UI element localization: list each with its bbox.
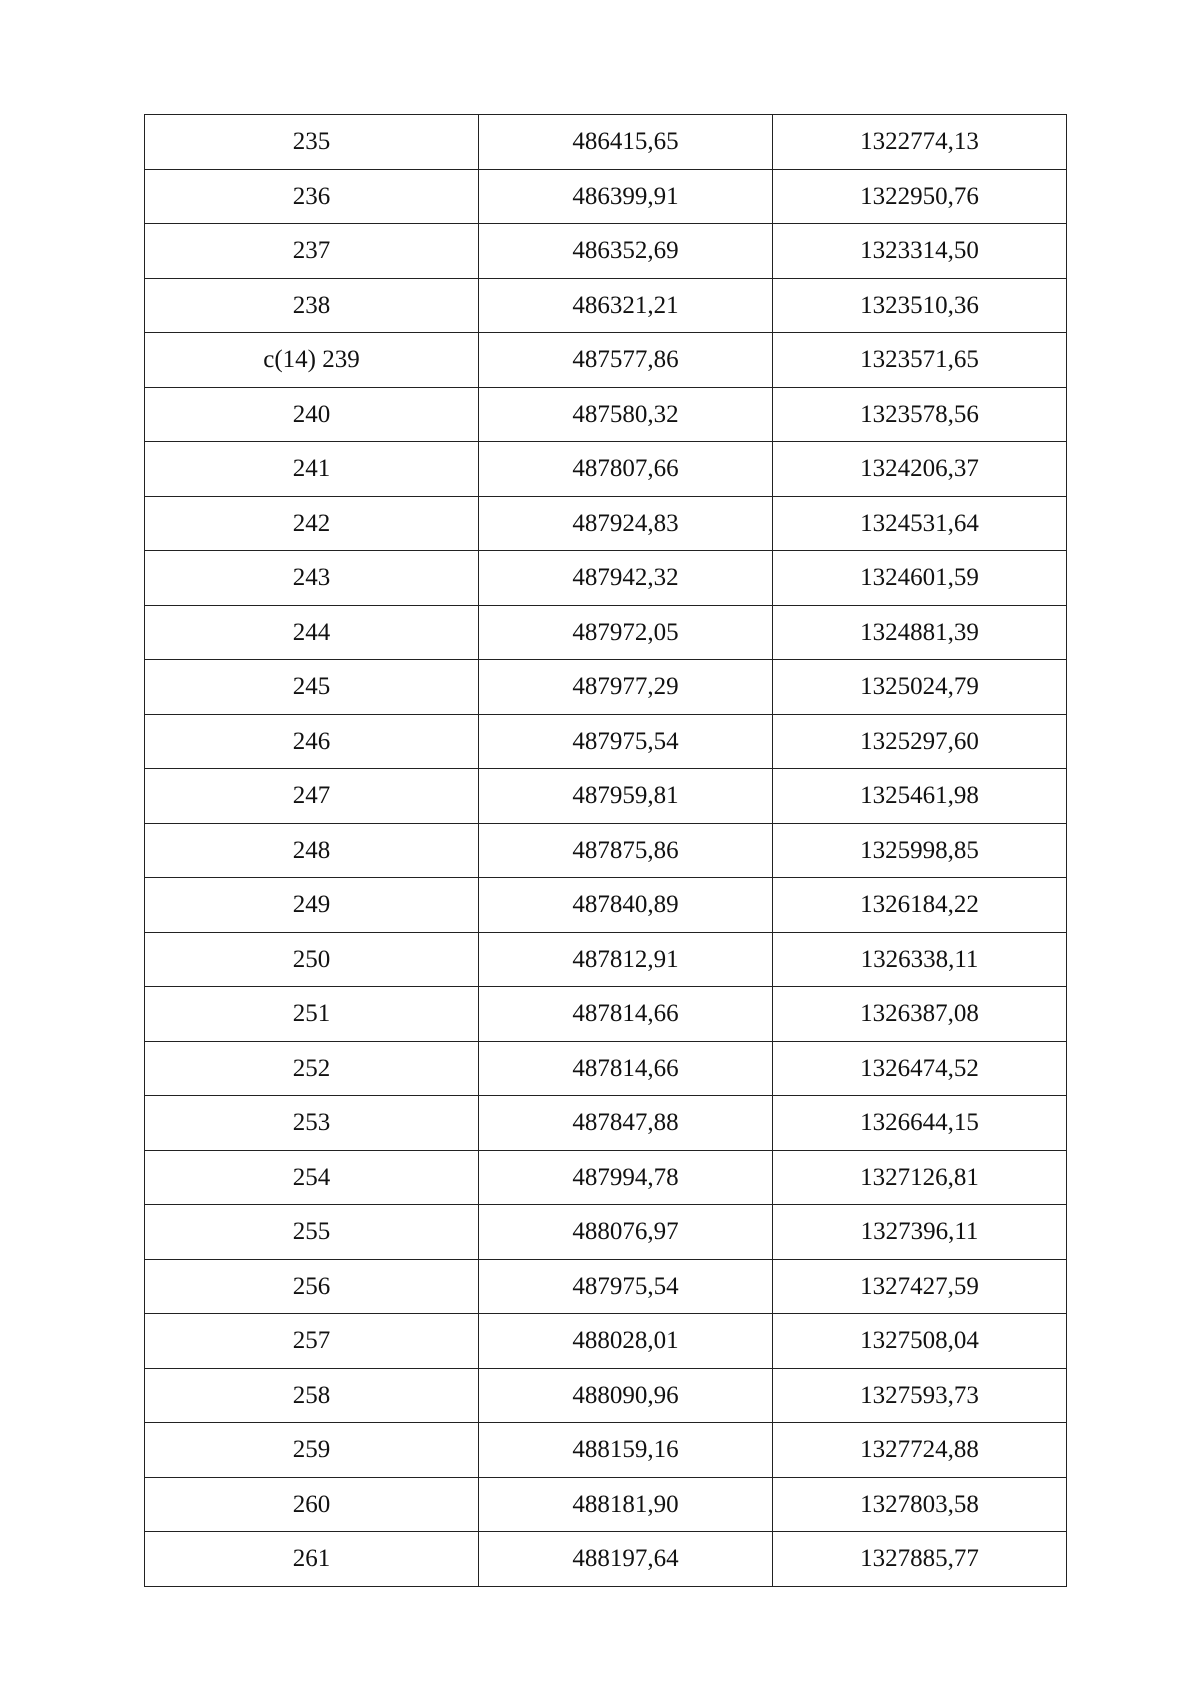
point-number-cell: 242: [145, 496, 479, 551]
y-coordinate-cell: 1323578,56: [773, 387, 1067, 442]
x-coordinate-cell: 486321,21: [479, 278, 773, 333]
coordinates-table-body: [145, 115, 1067, 1587]
point-number-cell: 243: [145, 551, 479, 606]
table-row: [145, 769, 1067, 824]
y-coordinate-cell: 1327427,59: [773, 1259, 1067, 1314]
y-coordinate-cell: 1327724,88: [773, 1423, 1067, 1478]
point-number-cell: 241: [145, 442, 479, 497]
point-number-cell: 254: [145, 1150, 479, 1205]
point-number-cell: 238: [145, 278, 479, 333]
table-row: [145, 1532, 1067, 1587]
x-coordinate-cell: 487814,66: [479, 987, 773, 1042]
x-coordinate-cell: 487924,83: [479, 496, 773, 551]
y-coordinate-cell: 1325024,79: [773, 660, 1067, 715]
table-row: [145, 1150, 1067, 1205]
table-row: [145, 1314, 1067, 1369]
point-number-cell: 252: [145, 1041, 479, 1096]
x-coordinate-cell: 487807,66: [479, 442, 773, 497]
point-number-cell: 260: [145, 1477, 479, 1532]
x-coordinate-cell: 486399,91: [479, 169, 773, 224]
x-coordinate-cell: 487975,54: [479, 714, 773, 769]
x-coordinate-cell: 487972,05: [479, 605, 773, 660]
table-row: [145, 1368, 1067, 1423]
point-number-cell: 258: [145, 1368, 479, 1423]
y-coordinate-cell: 1326474,52: [773, 1041, 1067, 1096]
y-coordinate-cell: 1323510,36: [773, 278, 1067, 333]
table-row: [145, 714, 1067, 769]
table-row: [145, 1423, 1067, 1478]
y-coordinate-cell: 1327885,77: [773, 1532, 1067, 1587]
table-row: [145, 1041, 1067, 1096]
x-coordinate-cell: 488197,64: [479, 1532, 773, 1587]
table-row: [145, 169, 1067, 224]
table-row: [145, 823, 1067, 878]
point-number-cell: 245: [145, 660, 479, 715]
table-row: [145, 278, 1067, 333]
x-coordinate-cell: 488181,90: [479, 1477, 773, 1532]
x-coordinate-cell: 487959,81: [479, 769, 773, 824]
point-number-cell: 244: [145, 605, 479, 660]
table-row: [145, 1205, 1067, 1260]
y-coordinate-cell: 1323571,65: [773, 333, 1067, 388]
point-number-cell: с(14) 239: [145, 333, 479, 388]
y-coordinate-cell: 1327396,11: [773, 1205, 1067, 1260]
table-row: [145, 932, 1067, 987]
x-coordinate-cell: 487942,32: [479, 551, 773, 606]
y-coordinate-cell: 1327508,04: [773, 1314, 1067, 1369]
table-row: [145, 660, 1067, 715]
y-coordinate-cell: 1324881,39: [773, 605, 1067, 660]
x-coordinate-cell: 487812,91: [479, 932, 773, 987]
point-number-cell: 253: [145, 1096, 479, 1151]
x-coordinate-cell: 487977,29: [479, 660, 773, 715]
table-row: [145, 1477, 1067, 1532]
y-coordinate-cell: 1324601,59: [773, 551, 1067, 606]
y-coordinate-cell: 1326184,22: [773, 878, 1067, 933]
point-number-cell: 257: [145, 1314, 479, 1369]
y-coordinate-cell: 1322950,76: [773, 169, 1067, 224]
point-number-cell: 251: [145, 987, 479, 1042]
table-row: [145, 551, 1067, 606]
x-coordinate-cell: 488090,96: [479, 1368, 773, 1423]
y-coordinate-cell: 1326387,08: [773, 987, 1067, 1042]
y-coordinate-cell: 1327593,73: [773, 1368, 1067, 1423]
x-coordinate-cell: 487994,78: [479, 1150, 773, 1205]
x-coordinate-cell: 488028,01: [479, 1314, 773, 1369]
table-row: [145, 496, 1067, 551]
x-coordinate-cell: 487577,86: [479, 333, 773, 388]
y-coordinate-cell: 1325297,60: [773, 714, 1067, 769]
point-number-cell: 247: [145, 769, 479, 824]
table-row: [145, 1096, 1067, 1151]
table-row: [145, 605, 1067, 660]
table-row: [145, 115, 1067, 170]
point-number-cell: 249: [145, 878, 479, 933]
coordinates-table: [144, 114, 1067, 1587]
y-coordinate-cell: 1325461,98: [773, 769, 1067, 824]
y-coordinate-cell: 1324206,37: [773, 442, 1067, 497]
table-row: [145, 1259, 1067, 1314]
table-row: [145, 878, 1067, 933]
x-coordinate-cell: 487814,66: [479, 1041, 773, 1096]
table-row: [145, 387, 1067, 442]
x-coordinate-cell: 488076,97: [479, 1205, 773, 1260]
point-number-cell: 259: [145, 1423, 479, 1478]
table-row: [145, 224, 1067, 279]
x-coordinate-cell: 487847,88: [479, 1096, 773, 1151]
point-number-cell: 255: [145, 1205, 479, 1260]
y-coordinate-cell: 1327803,58: [773, 1477, 1067, 1532]
point-number-cell: 250: [145, 932, 479, 987]
x-coordinate-cell: 486352,69: [479, 224, 773, 279]
point-number-cell: 237: [145, 224, 479, 279]
x-coordinate-cell: 486415,65: [479, 115, 773, 170]
table-row: [145, 333, 1067, 388]
y-coordinate-cell: 1324531,64: [773, 496, 1067, 551]
y-coordinate-cell: 1326338,11: [773, 932, 1067, 987]
point-number-cell: 240: [145, 387, 479, 442]
y-coordinate-cell: 1326644,15: [773, 1096, 1067, 1151]
x-coordinate-cell: 487840,89: [479, 878, 773, 933]
x-coordinate-cell: 488159,16: [479, 1423, 773, 1478]
point-number-cell: 235: [145, 115, 479, 170]
point-number-cell: 256: [145, 1259, 479, 1314]
x-coordinate-cell: 487580,32: [479, 387, 773, 442]
point-number-cell: 236: [145, 169, 479, 224]
x-coordinate-cell: 487975,54: [479, 1259, 773, 1314]
table-row: [145, 442, 1067, 497]
point-number-cell: 261: [145, 1532, 479, 1587]
table-row: [145, 987, 1067, 1042]
point-number-cell: 248: [145, 823, 479, 878]
y-coordinate-cell: 1323314,50: [773, 224, 1067, 279]
x-coordinate-cell: 487875,86: [479, 823, 773, 878]
y-coordinate-cell: 1325998,85: [773, 823, 1067, 878]
y-coordinate-cell: 1322774,13: [773, 115, 1067, 170]
point-number-cell: 246: [145, 714, 479, 769]
y-coordinate-cell: 1327126,81: [773, 1150, 1067, 1205]
